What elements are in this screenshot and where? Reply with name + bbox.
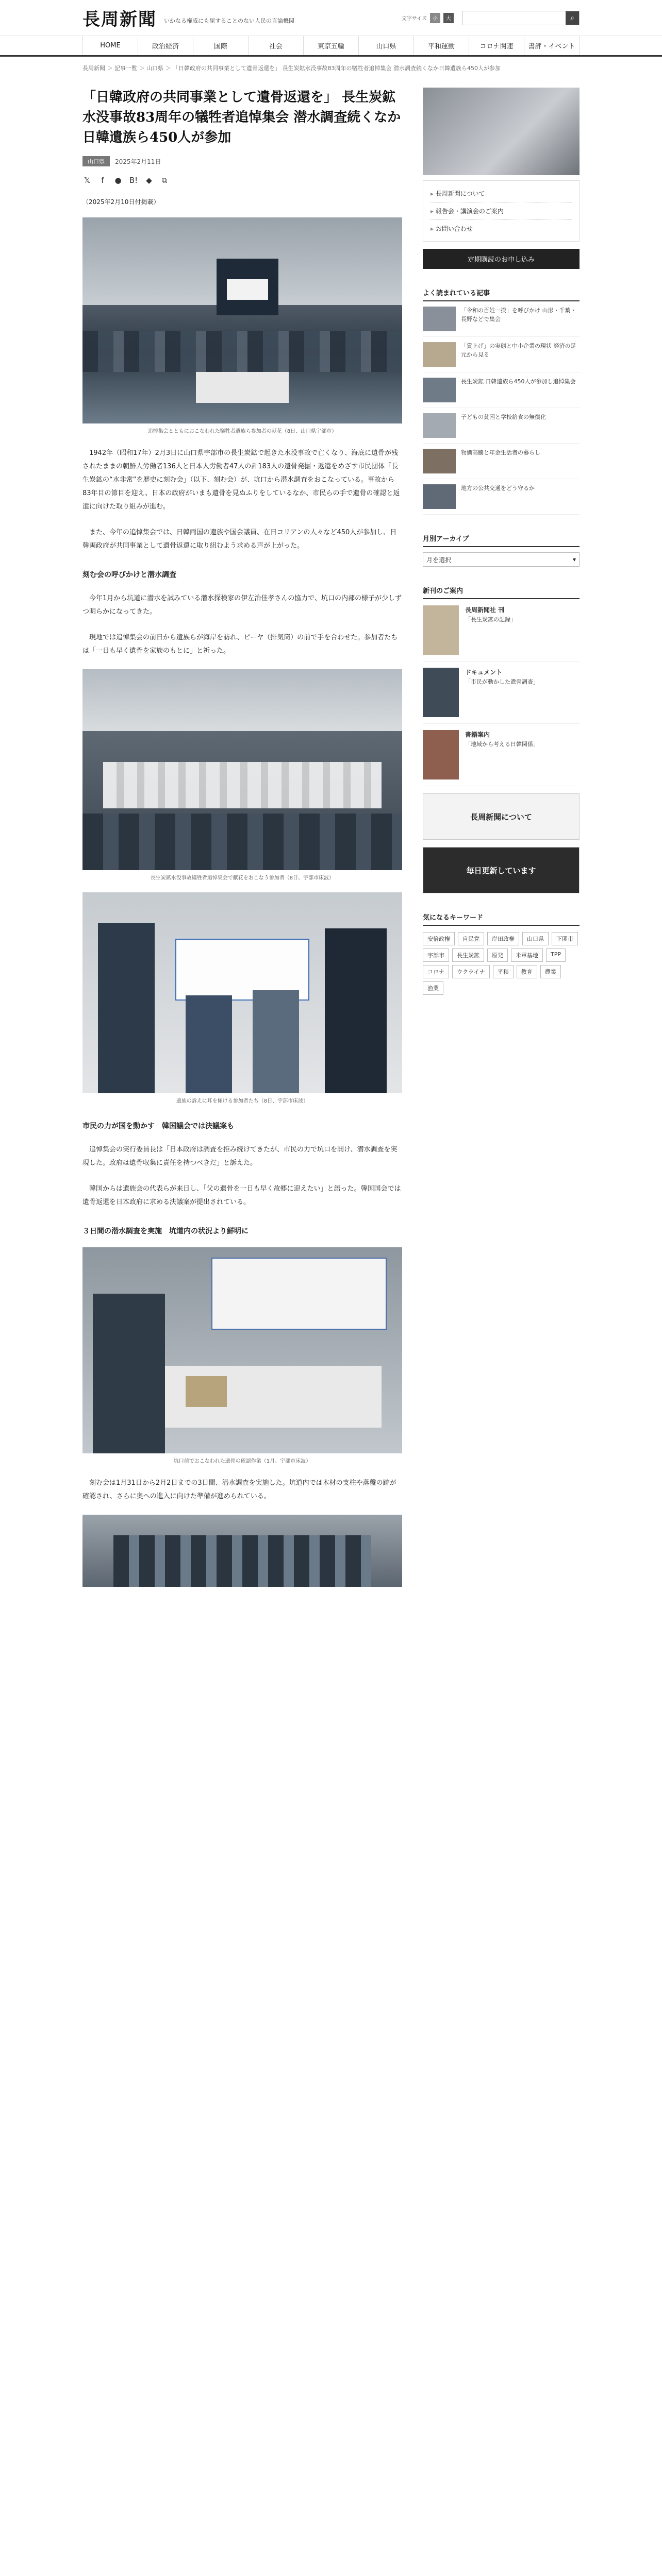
ranking-title: 子どもの貧困と学校給食の無償化 (461, 414, 546, 420)
x-share-icon[interactable]: 𝕏 (84, 176, 91, 185)
ranking-item[interactable] (423, 301, 580, 337)
ranking-thumbnail (423, 342, 456, 367)
book-info (465, 730, 539, 779)
ranking-item[interactable] (423, 372, 580, 408)
photo-caption-1: 追悼集会とともにおこなわれた犠牲者遺族ら参加者の献花（8日、山口県宇部市） (147, 429, 337, 434)
photo-remains-table (82, 1247, 402, 1453)
archive-heading: 月別アーカイブ (423, 533, 580, 547)
book-cover (423, 730, 459, 779)
nav-item-books[interactable]: 書評・イベント (524, 36, 580, 55)
article-photo-3 (82, 892, 402, 1104)
book-item[interactable] (423, 662, 580, 724)
keyword-tag[interactable]: 下関市 (552, 932, 578, 945)
book-cover (423, 605, 459, 655)
article-photo-2 (82, 669, 402, 881)
keyword-tag[interactable]: 長生炭鉱 (452, 948, 484, 962)
ranking-title: 「令和の百姓一揆」を呼びかけ 山形・千葉・長野などで集会 (461, 307, 576, 323)
site-tagline: いかなる権威にも屈することのない人民の言論機関 (164, 17, 294, 24)
archive-select-value: 月を選択 (426, 556, 452, 564)
book-title: 書籍案内 (465, 731, 490, 738)
breadcrumb[interactable]: 長周新聞 ＞ 記事一覧 ＞ 山口県 ＞ 「日韓政府の共同事業として遺骨返還を」 長生炭鉱水没事故83周年の犠牲者追悼集会 潜水調査続くなか日韓遺族ら450人が参加 (82, 65, 501, 72)
keywords-heading: 気になるキーワード (423, 912, 580, 926)
sidebar-link-about[interactable]: ▸ 長周新聞について (431, 185, 572, 202)
photo-bereaved-families (82, 892, 402, 1093)
site-logo[interactable]: 長周新聞 (82, 9, 157, 30)
ranking-heading: よく読まれている記事 (423, 287, 580, 301)
archive-select[interactable] (423, 552, 580, 567)
article-paragraph: 追悼集会の実行委員長は「日本政府は調査を拒み続けてきたが、市民の力で坑口を開け、潜水調査を実現した。政府は遺骨収集に責任を持つべきだ」と訴えた。 (82, 1146, 398, 1167)
article-title: 「日韓政府の共同事業として遺骨返還を」 長生炭鉱水没事故83周年の犠牲者追悼集会 潜水調査続くなか日韓遺族ら450人が参加 (82, 90, 401, 145)
nav-item-international[interactable]: 国際 (193, 36, 249, 55)
book-desc: 「長生炭鉱の記録」 (465, 616, 516, 623)
keyword-tag[interactable]: ウクライナ (452, 965, 490, 978)
article-paragraph: 刻む会は1月31日から2月2日までの3日間、潜水調査を実施した。坑道内では木材の支柱や落盤の跡が確認され、さらに奥への進入に向けた準備が進められている。 (82, 1479, 396, 1500)
nav-item-peace[interactable]: 平和運動 (414, 36, 469, 55)
sidebar-feature-image[interactable] (423, 88, 580, 175)
share-buttons (82, 176, 402, 185)
keyword-tag[interactable]: 岸田政権 (487, 932, 519, 945)
article (82, 75, 402, 1587)
keyword-tag[interactable]: 安倍政権 (423, 932, 455, 945)
line-share-icon[interactable]: ● (114, 176, 122, 185)
site-header (0, 0, 662, 36)
search-input[interactable] (462, 11, 566, 25)
nav-item-corona[interactable]: コロナ関連 (469, 36, 524, 55)
ranking-title: 地方の公共交通をどう守るか (461, 485, 535, 492)
ranking-thumbnail (423, 307, 456, 331)
ranking-item[interactable] (423, 444, 580, 479)
ranking-title: 物価高騰と年金生活者の暮らし (461, 449, 540, 456)
keyword-tag[interactable]: 山口県 (522, 932, 549, 945)
facebook-share-icon[interactable]: f (101, 176, 104, 185)
content-wrap (0, 75, 662, 1587)
keyword-tag[interactable]: 宇部市 (423, 948, 449, 962)
search-icon[interactable]: ⌕ (566, 11, 579, 25)
article-paragraph: 韓国からは遺族会の代表らが来日し、「父の遺骨を一日も早く故郷に迎えたい」と語った。韓国国会では遺骨返還を日本政府に求める決議案が提出されている。 (82, 1185, 401, 1206)
books-heading: 新刊のご案内 (423, 585, 580, 599)
keyword-tag[interactable]: 漁業 (423, 981, 443, 995)
keyword-tag[interactable]: 原発 (487, 948, 508, 962)
sidebar-link-contact[interactable]: ▸ お問い合わせ (431, 220, 572, 237)
nav-item-olympics[interactable]: 東京五輪 (304, 36, 359, 55)
article-photo-5 (82, 1515, 402, 1587)
article-dateline: （2025年2月10日付掲載） (82, 198, 160, 206)
fontsize-large-button[interactable]: 大 (443, 13, 454, 23)
book-item[interactable] (423, 599, 580, 662)
photo-caption-3: 遺族の訴えに耳を傾ける参加者たち（8日、宇部市床波） (176, 1098, 309, 1104)
banner-daily[interactable]: 毎日更新しています (423, 847, 580, 893)
book-info (465, 605, 516, 655)
article-paragraph: また、今年の追悼集会では、日韓両国の遺族や国会議員、在日コリアンの人々など450人が参加し、日韓両政府が共同事業として遺骨返還に取り組むよう求める声が上がった。 (82, 529, 397, 550)
hatena-share-icon[interactable]: B! (129, 176, 138, 185)
keyword-tag[interactable]: コロナ (423, 965, 449, 978)
ranking-thumbnail (423, 378, 456, 402)
copy-link-icon[interactable]: ⧉ (161, 176, 168, 185)
nav-item-yamaguchi[interactable]: 山口県 (359, 36, 414, 55)
ranking-title: 「賃上げ」の実態と中小企業の現状 経済の足元から見る (461, 343, 576, 358)
keyword-tag[interactable]: 教育 (517, 965, 537, 978)
nav-item-home[interactable]: HOME (82, 36, 138, 55)
keyword-tag[interactable]: 自民党 (458, 932, 484, 945)
photo-flowers (82, 669, 402, 870)
book-desc: 「市民が動かした遺骨調査」 (465, 679, 539, 686)
keyword-tag[interactable]: 農業 (540, 965, 561, 978)
main-nav (0, 36, 662, 57)
fontsize-label: 文字サイズ (401, 16, 427, 22)
keyword-tag[interactable]: 米軍基地 (511, 948, 543, 962)
ranking-thumbnail (423, 449, 456, 473)
ranking-thumbnail (423, 484, 456, 509)
chevron-down-icon: ▾ (572, 556, 576, 563)
ranking-item[interactable] (423, 337, 580, 372)
sidebar-links (423, 180, 580, 242)
search-box (462, 11, 580, 25)
book-title: 長周新聞社 刊 (465, 606, 505, 614)
sidebar-link-events[interactable]: ▸ 報告会・講演会のご案内 (431, 202, 572, 220)
header-tools (402, 11, 580, 25)
article-photo-1 (82, 217, 402, 434)
ranking-title: 長生炭鉱 日韓遺族ら450人が参加し追悼集会 (461, 378, 576, 385)
book-item[interactable] (423, 724, 580, 786)
photo-caption-4: 坑口前でおこなわれた遺骨の確認作業（1月、宇部市床波） (173, 1459, 311, 1464)
book-desc: 「地域から考える日韓関係」 (465, 741, 539, 748)
article-paragraph: 現地では追悼集会の前日から遺族らが海岸を訪れ、ピーヤ（排気筒）の前で手を合わせた。参加者たちは「一日も早く遺骨を家族のもとに」と祈った。 (82, 634, 398, 655)
ranking-item[interactable] (423, 408, 580, 444)
article-paragraph: 1942年（昭和17年）2月3日に山口県宇部市の長生炭鉱で起きた水没事故で亡くなり、海底に遺骨が残されたままの朝鮮人労働者136人と日本人労働者47人の計183人の遺骨発掘・返還をめざす市民団体「長生炭鉱の“水非常”を歴史に刻む会」（以下、刻む会）が、坑口から潜水調査をおこなっている。事故から83年目の節目を迎え、日本の政府がいまも遺骨を見ぬふりをしているなか、市民らの手で遺骨の確認と返還に向けた取り組みが進む。 (82, 449, 400, 511)
publish-date: 2025年2月11日 (115, 158, 161, 165)
book-info (465, 668, 539, 717)
category-badge[interactable]: 山口県 (82, 156, 110, 166)
ranking-thumbnail (423, 413, 456, 438)
article-paragraph: 今年1月から坑道に潜水を試みている潜水探検家の伊左治佳孝さんの協力で、坑口の内部の様子が少しずつ明らかになってきた。 (82, 595, 402, 616)
subscribe-button[interactable]: 定期購読のお申し込み (423, 249, 580, 269)
book-title: ドキュメント (465, 669, 503, 676)
ranking-item[interactable] (423, 479, 580, 515)
nav-item-society[interactable]: 社会 (249, 36, 304, 55)
nav-item-politics[interactable]: 政治経済 (138, 36, 193, 55)
article-subheading: 市民の力が国を動かす 韓国議会では決議案も (82, 1122, 234, 1130)
photo-memorial-offering (82, 217, 402, 423)
banner-about[interactable]: 長周新聞について (423, 793, 580, 840)
book-cover (423, 668, 459, 717)
photo-caption-2: 長生炭鉱水没事故犠牲者追悼集会で献花をおこなう参加者（8日、宇部市床波） (150, 875, 335, 881)
sidebar (423, 75, 580, 1587)
pocket-share-icon[interactable]: ◆ (146, 176, 152, 185)
keyword-list (423, 932, 580, 995)
article-subheading: 刻む会の呼びかけと潜水調査 (82, 571, 176, 579)
article-photo-4 (82, 1247, 402, 1464)
keyword-tag[interactable]: TPP (546, 948, 566, 962)
article-meta (82, 156, 402, 166)
keyword-tag[interactable]: 平和 (493, 965, 514, 978)
fontsize-small-button[interactable]: 小 (430, 13, 440, 23)
article-subheading: ３日間の潜水調査を実施 坑道内の状況より鮮明に (82, 1227, 249, 1235)
photo-crowd (82, 1515, 402, 1587)
